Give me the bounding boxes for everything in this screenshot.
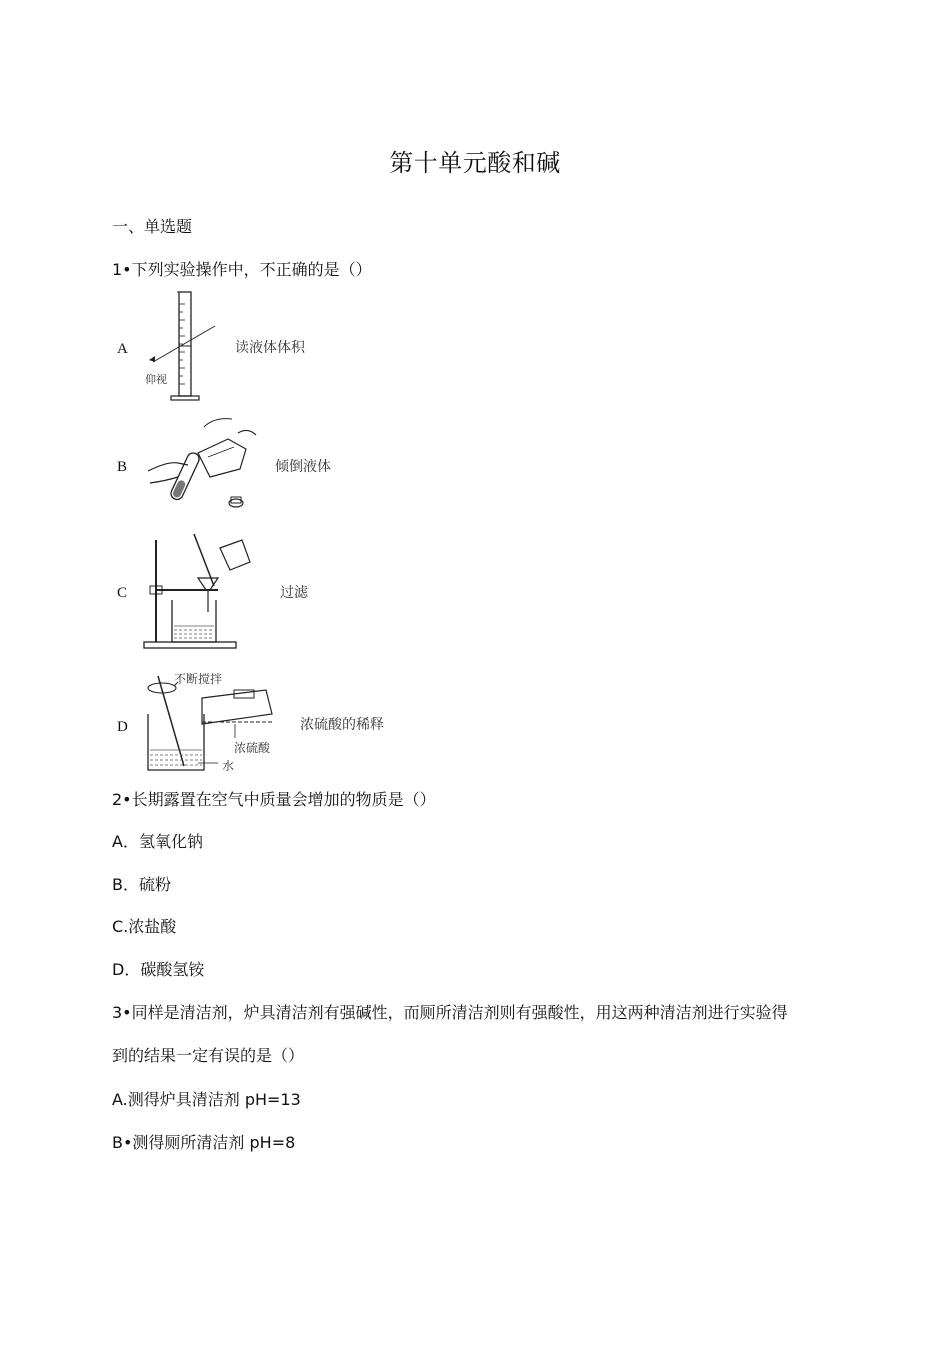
label-conc-acid: 浓硫酸 — [234, 741, 271, 755]
page-title: 第十单元酸和碱 — [389, 149, 561, 177]
q1-option-d-caption: 浓硫酸的稀释 — [300, 717, 384, 733]
q1-option-b-letter: B — [117, 459, 128, 475]
q1-option-a-letter: A — [117, 341, 128, 357]
filtration-figure — [140, 530, 270, 652]
label-stir: 不断搅拌 — [174, 672, 223, 686]
q2-option-a: A．氢氧化钠 — [112, 832, 203, 851]
q2-option-c: C.浓盐酸 — [112, 917, 177, 936]
question-1-stem: 1•下列实验操作中，不正确的是（） — [112, 260, 372, 279]
note-upward-view: 仰视 — [145, 373, 167, 386]
q2-option-d: D．碳酸氢铵 — [112, 960, 205, 979]
q3-option-b: B•测得厕所清洁剂 pH=8 — [112, 1133, 296, 1152]
question-2-stem: 2•长期露置在空气中质量会增加的物质是（） — [112, 790, 436, 809]
pouring-liquid-figure — [138, 413, 258, 513]
q1-option-b-caption: 倾倒液体 — [275, 459, 331, 475]
question-3-stem-line1: 3•同样是清洁剂，炉具清洁剂有强碱性，而厕所清洁剂则有强酸性，用这两种清洁剂进行实验得 — [112, 1003, 788, 1022]
q1-option-c-letter: C — [117, 585, 128, 601]
q2-option-b: B．硫粉 — [112, 875, 171, 894]
q3-option-a: A.测得炉具清洁剂 pH=13 — [112, 1090, 301, 1109]
label-water: 水 — [222, 759, 235, 773]
q1-option-c-caption: 过滤 — [280, 585, 308, 601]
q1-option-a-caption: 读液体体积 — [235, 340, 305, 356]
question-3-stem-line2: 到的结果一定有误的是（） — [112, 1046, 305, 1065]
q1-option-d-letter: D — [117, 719, 128, 735]
section-heading: 一、单选题 — [112, 217, 193, 236]
